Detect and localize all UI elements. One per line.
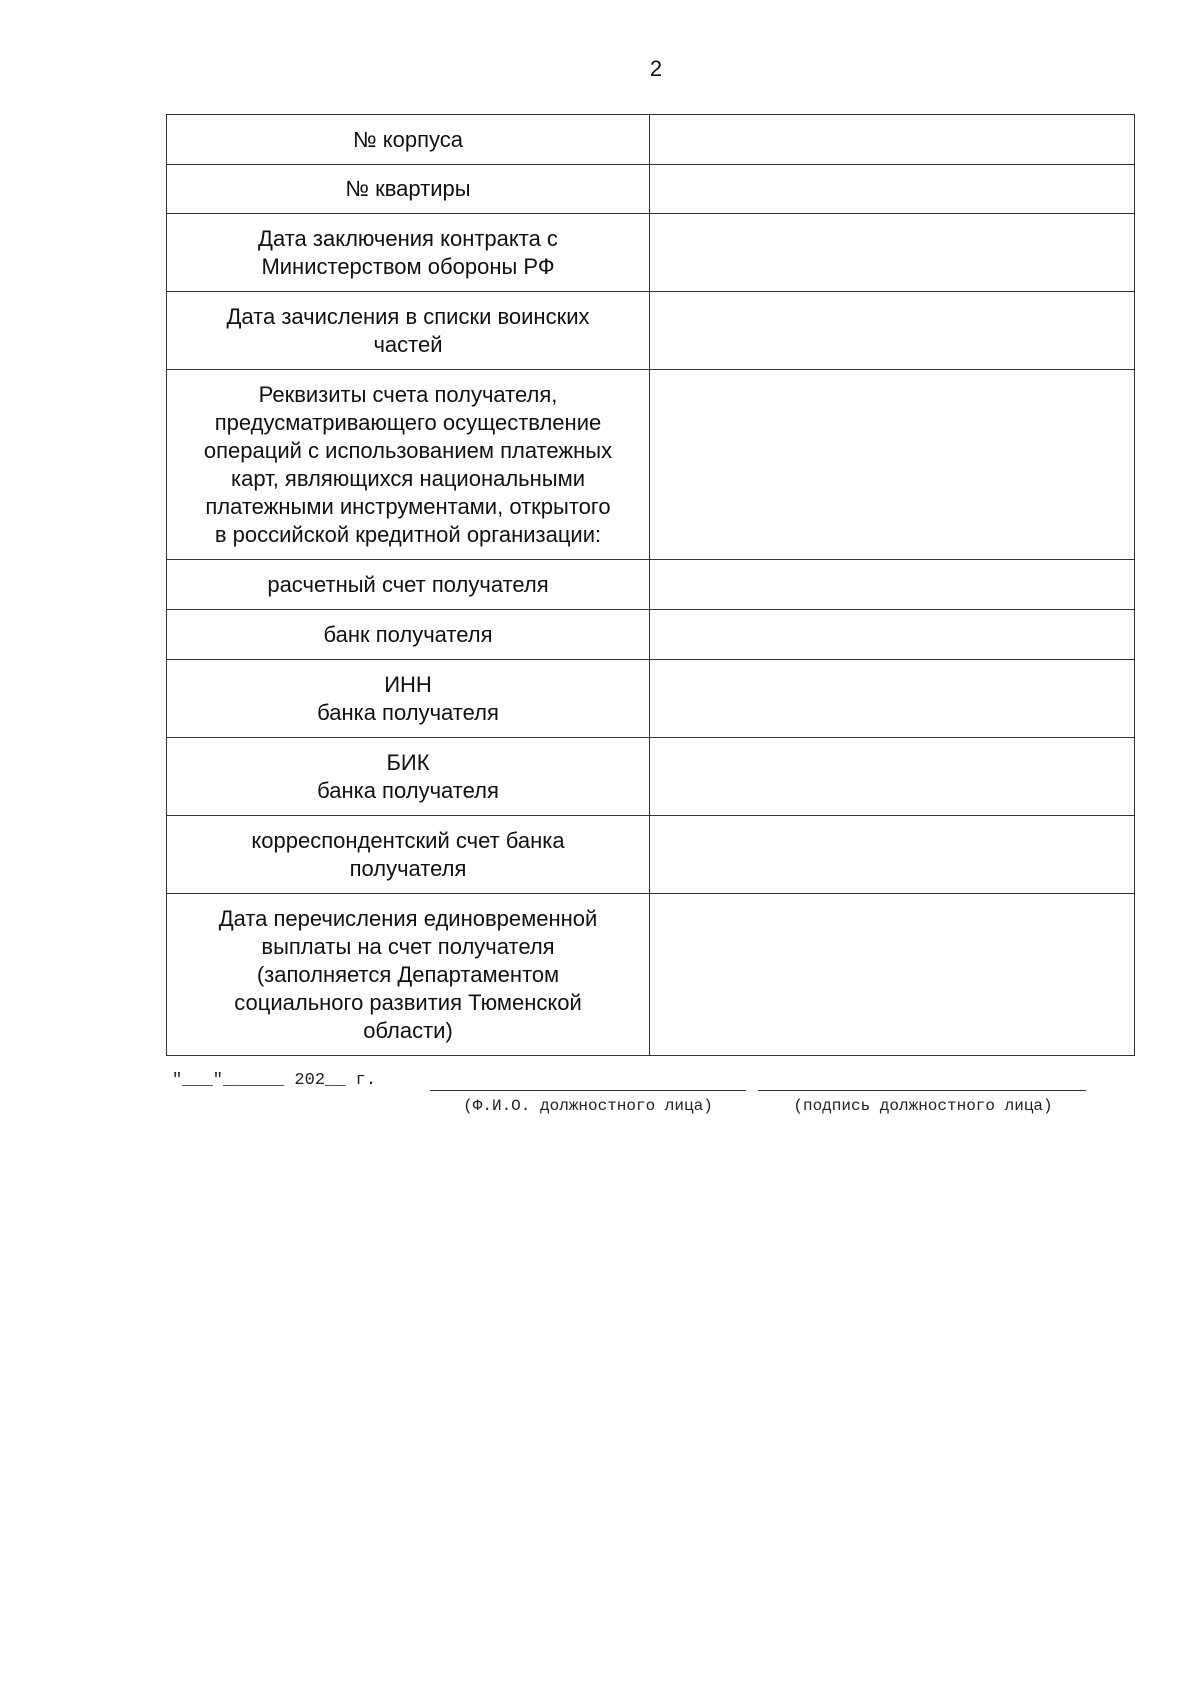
- row-label-apartment: № квартиры: [167, 165, 650, 214]
- row-label-building: № корпуса: [167, 115, 650, 165]
- row-label-bank-bik: БИК банка получателя: [167, 738, 650, 816]
- row-value-enlistment-date[interactable]: [650, 292, 1135, 370]
- row-value-bank-inn[interactable]: [650, 660, 1135, 738]
- row-value-recipient-bank[interactable]: [650, 610, 1135, 660]
- row-label-account-requisites: Реквизиты счета получателя, предусматривающего осуществление операций с использованием платежных карт, являющихся национальными платежными инструментами, открытого в российской кредитной организации:: [167, 370, 650, 560]
- row-value-apartment[interactable]: [650, 165, 1135, 214]
- row-value-account-requisites[interactable]: [650, 370, 1135, 560]
- table-row: [167, 816, 1135, 894]
- table-row: [167, 214, 1135, 292]
- table-row: [167, 610, 1135, 660]
- table-row: [167, 115, 1135, 165]
- row-value-settlement-account[interactable]: [650, 560, 1135, 610]
- row-label-transfer-date: Дата перечисления единовременной выплаты на счет получателя (заполняется Департаментом социального развития Тюменской области): [167, 894, 650, 1056]
- official-name-line[interactable]: [430, 1090, 746, 1091]
- row-label-contract-date: Дата заключения контракта с Министерством обороны РФ: [167, 214, 650, 292]
- row-label-enlistment-date: Дата зачисления в списки воинских частей: [167, 292, 650, 370]
- official-signature-line[interactable]: [758, 1090, 1086, 1091]
- table-row: [167, 660, 1135, 738]
- row-value-correspondent-account[interactable]: [650, 816, 1135, 894]
- row-value-building[interactable]: [650, 115, 1135, 165]
- date-field[interactable]: "___"______ 202__ г.: [172, 1071, 377, 1090]
- row-value-transfer-date[interactable]: [650, 894, 1135, 1056]
- official-signature-caption: (подпись должностного лица): [793, 1097, 1053, 1115]
- table-row: [167, 165, 1135, 214]
- table-row: [167, 292, 1135, 370]
- table-row: [167, 560, 1135, 610]
- row-value-bank-bik[interactable]: [650, 738, 1135, 816]
- table-row: [167, 894, 1135, 1056]
- row-value-contract-date[interactable]: [650, 214, 1135, 292]
- row-label-bank-inn: ИНН банка получателя: [167, 660, 650, 738]
- row-label-correspondent-account: корреспондентский счет банка получателя: [167, 816, 650, 894]
- row-label-recipient-bank: банк получателя: [167, 610, 650, 660]
- page-number: 2: [649, 56, 663, 81]
- recipient-details-table: [166, 114, 1135, 1056]
- row-label-settlement-account: расчетный счет получателя: [167, 560, 650, 610]
- table-row: [167, 738, 1135, 816]
- official-name-caption: (Ф.И.О. должностного лица): [463, 1097, 713, 1115]
- table-row: [167, 370, 1135, 560]
